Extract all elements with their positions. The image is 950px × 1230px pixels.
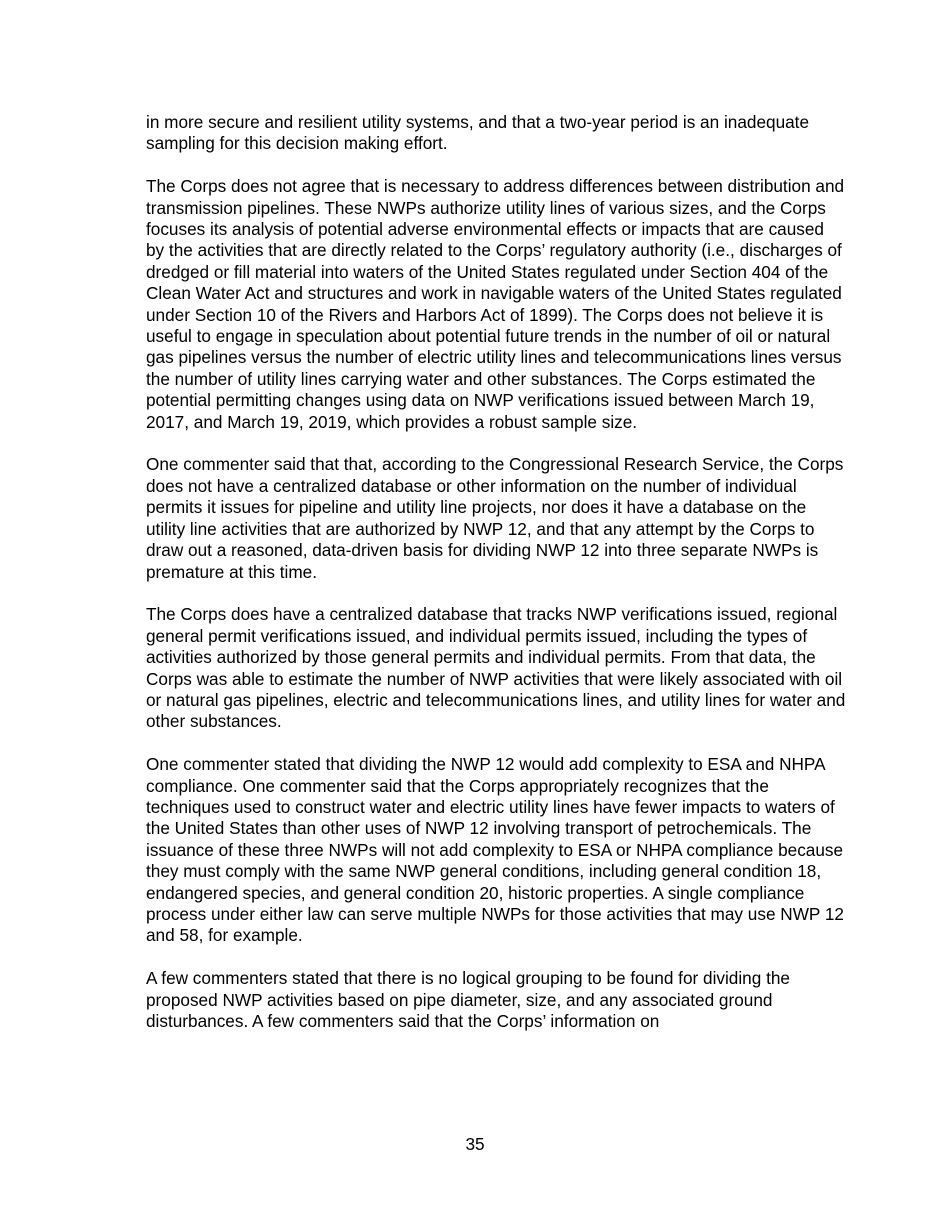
paragraph-6: A few commenters stated that there is no logical grouping to be found for dividing the proposed NWP activities based on pipe diameter, size, and any associated ground disturbances. A few commenters said that the Corps’ information on [146,968,790,1031]
paragraph-4: The Corps does have a centralized database that tracks NWP verifications issued, regional general permit verifications issued, and individual permits issued, including the types of activities authorized by those general permits and individual permits. From that data, the Corps was able to estimate the number of NWP activities that were likely associated with oil or natural gas pipelines, electric and telecommunications lines, and utility lines for water and other substances. [146,604,846,732]
paragraph-2: The Corps does not agree that is necessary to address differences between distribution and transmission pipelines. These NWPs authorize utility lines of various sizes, and the Corps focuses its analysis of potential adverse environmental effects or impacts that are caused by the activities that are directly related to the Corps’ regulatory authority (i.e., discharges of dredged or fill material into waters of the United States regulated under Section 404 of the Clean Water Act and structures and work in navigable waters of the United States regulated under Section 10 of the Rivers and Harbors Act of 1899). The Corps does not believe it is useful to engage in speculation about potential future trends in the number of oil or natural gas pipelines versus the number of electric utility lines and telecommunications lines versus the number of utility lines carrying water and other substances. The Corps estimated the potential permitting changes using data on NWP verifications issued between March 19, 2017, and March 19, 2019, which provides a robust sample size. [146,176,845,432]
paragraph-3: One commenter said that that, according to the Congressional Research Service, the Corps does not have a centralized database or other information on the number of individual permits it issues for pipeline and utility line projects, nor does it have a database on the utility line activities that are authorized by NWP 12, and that any attempt by the Corps to draw out a reasoned, data-driven basis for dividing NWP 12 into three separate NWPs is premature at this time. [146,454,844,582]
page-body [146,112,846,1054]
paragraph-1: in more secure and resilient utility systems, and that a two-year period is an inadequate sampling for this decision making effort. [146,112,810,154]
paragraph-5: One commenter stated that dividing the NWP 12 would add complexity to ESA and NHPA compliance. One commenter said that the Corps appropriately recognizes that the techniques used to construct water and electric utility lines have fewer impacts to waters of the United States than other uses of NWP 12 involving transport of petrochemicals. The issuance of these three NWPs will not add complexity to ESA or NHPA compliance because they must comply with the same NWP general conditions, including general condition 18, endangered species, and general condition 20, historic properties. A single compliance process under either law can serve multiple NWPs for those activities that may use NWP 12 and 58, for example. [146,754,844,946]
page-number: 35 [465,1134,485,1154]
